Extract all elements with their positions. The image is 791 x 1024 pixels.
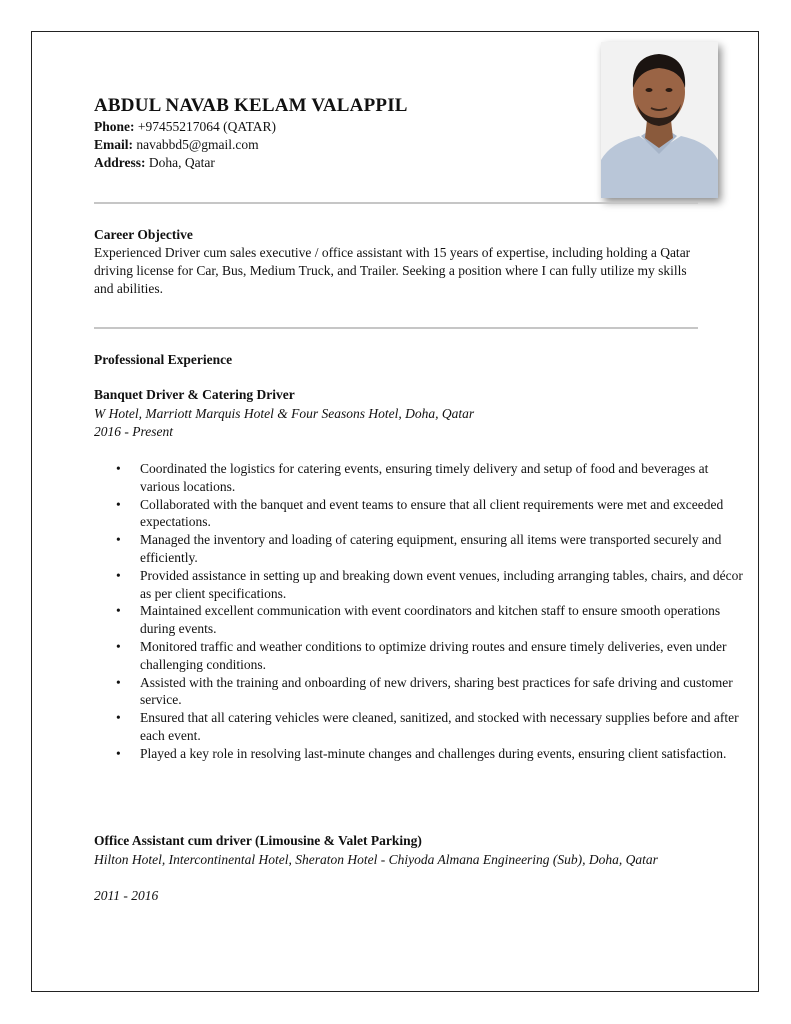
- address-label: Address:: [94, 155, 146, 170]
- email-line: [94, 136, 276, 154]
- phone-line: [94, 118, 276, 136]
- list-item: • Ensured that all catering vehicles were cleaned, sanitized, and stocked with necessary supplies before and after each event.: [140, 709, 750, 745]
- list-item: • Played a key role in resolving last-minute changes and challenges during events, ensuring client satisfaction.: [140, 745, 750, 763]
- job-duties-list: [94, 460, 750, 763]
- portrait-image: [601, 42, 718, 198]
- career-objective-heading: Career Objective: [94, 227, 193, 242]
- phone-value: +97455217064 (QATAR): [137, 119, 277, 134]
- profile-photo: [601, 42, 718, 198]
- job-employer: W Hotel, Marriott Marquis Hotel & Four Seasons Hotel, Doha, Qatar: [94, 406, 475, 421]
- list-item: • Coordinated the logistics for catering events, ensuring timely delivery and setup of food and beverages at various locations.: [140, 460, 750, 496]
- list-item: • Maintained excellent communication with event coordinators and kitchen staff to ensure smooth operations during events.: [140, 602, 750, 638]
- list-item: • Managed the inventory and loading of catering equipment, ensuring all items were transported securely and efficiently.: [140, 531, 750, 567]
- phone-label: Phone:: [94, 119, 135, 134]
- job-title: Office Assistant cum driver (Limousine & Valet Parking): [94, 833, 422, 848]
- candidate-name: ABDUL NAVAB KELAM VALAPPIL: [94, 95, 408, 116]
- address-line: [94, 154, 276, 172]
- career-objective-text: Experienced Driver cum sales executive / office assistant with 15 years of expertise, including holding a Qatar driving license for Car, Bus, Medium Truck, and Trailer. Seeking a position where I can fully utilize my skills and abilities.: [94, 245, 691, 296]
- job-period: 2016 - Present: [94, 424, 173, 439]
- job-title: Banquet Driver & Catering Driver: [94, 387, 295, 402]
- job-period: 2011 - 2016: [94, 888, 159, 903]
- list-item: • Provided assistance in setting up and breaking down event venues, including arranging tables, chairs, and décor as per client specifications.: [140, 567, 750, 603]
- email-value: navabbd5@gmail.com: [136, 137, 259, 152]
- email-label: Email:: [94, 137, 133, 152]
- job-employer: Hilton Hotel, Intercontinental Hotel, Sheraton Hotel - Chiyoda Almana Engineering (Sub), Doha, Qatar: [94, 852, 658, 867]
- resume-page: [31, 31, 759, 992]
- divider-rule: [94, 327, 698, 329]
- address-value: Doha, Qatar: [148, 155, 215, 170]
- list-item: • Collaborated with the banquet and event teams to ensure that all client requirements were met and exceeded expectations.: [140, 496, 750, 532]
- professional-experience-heading: Professional Experience: [94, 352, 233, 367]
- list-item: • Assisted with the training and onboarding of new drivers, sharing best practices for safe driving and customer service.: [140, 674, 750, 710]
- divider-rule: [94, 202, 698, 204]
- list-item: • Monitored traffic and weather conditions to optimize driving routes and ensure timely deliveries, even under challenging conditions.: [140, 638, 750, 674]
- contact-block: [94, 118, 276, 172]
